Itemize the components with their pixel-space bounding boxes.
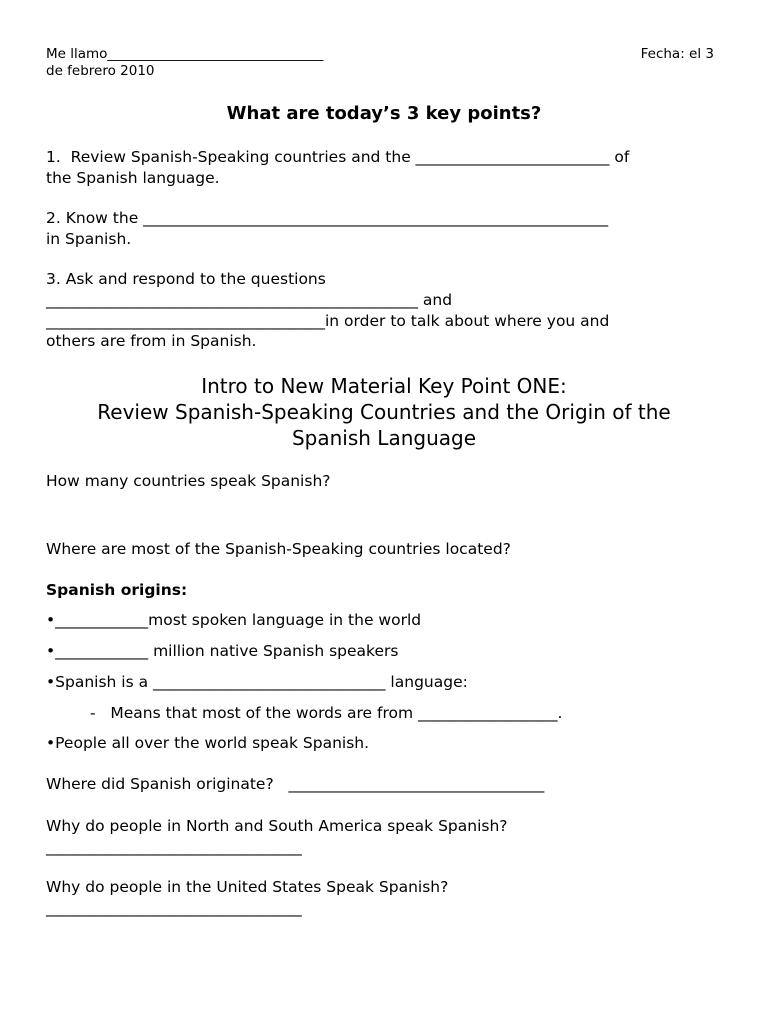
question-countries-count: How many countries speak Spanish? — [46, 472, 331, 490]
question-origin: Where did Spanish originate? _________________________________ — [46, 775, 545, 793]
question-countries-location: Where are most of the Spanish-Speaking countries located? — [46, 540, 511, 558]
bullet-language-type: •Spanish is a ______________________________ language: — [46, 673, 468, 691]
question-united-states: Why do people in the United States Speak Spanish? — [46, 878, 449, 896]
origins-heading: Spanish origins: — [46, 581, 188, 599]
bullet-native-speakers: •____________ million native Spanish speakers — [46, 642, 399, 660]
name-line: Me llamo________________________________ — [46, 46, 324, 62]
bullet-most-spoken: •____________most spoken language in the world — [46, 611, 422, 629]
key-point-3: 3. Ask and respond to the questions — [46, 270, 326, 288]
intro-heading-line-2: Review Spanish-Speaking Countries and the Origin of the — [97, 400, 671, 424]
answer-line-united-states: _________________________________ — [46, 899, 302, 917]
key-point-3-line-4: others are from in Spanish. — [46, 332, 257, 350]
question-americas: Why do people in North and South America speak Spanish? — [46, 817, 508, 835]
key-point-1: 1. Review Spanish-Speaking countries and the _________________________ of — [46, 148, 630, 166]
answer-line-americas: _________________________________ — [46, 838, 302, 856]
key-points-title: What are today’s 3 key points? — [226, 103, 542, 124]
key-point-2-continued: in Spanish. — [46, 230, 132, 248]
intro-heading-line-1: Intro to New Material Key Point ONE: — [201, 374, 567, 398]
intro-heading-line-3: Spanish Language — [291, 426, 477, 450]
key-point-2: 2. Know the ____________________________________________________________ — [46, 209, 609, 227]
key-point-3-line-2: ________________________________________________ and — [46, 291, 453, 309]
bullet-world-speakers: •People all over the world speak Spanish. — [46, 734, 370, 752]
date-line: Fecha: el 3 — [640, 46, 714, 62]
key-point-3-line-3: ____________________________________in order to talk about where you and — [46, 312, 610, 330]
key-point-1-continued: the Spanish language. — [46, 169, 220, 187]
sub-bullet-words-origin: - Means that most of the words are from __________________. — [90, 704, 563, 722]
date-line-continued: de febrero 2010 — [46, 63, 155, 79]
